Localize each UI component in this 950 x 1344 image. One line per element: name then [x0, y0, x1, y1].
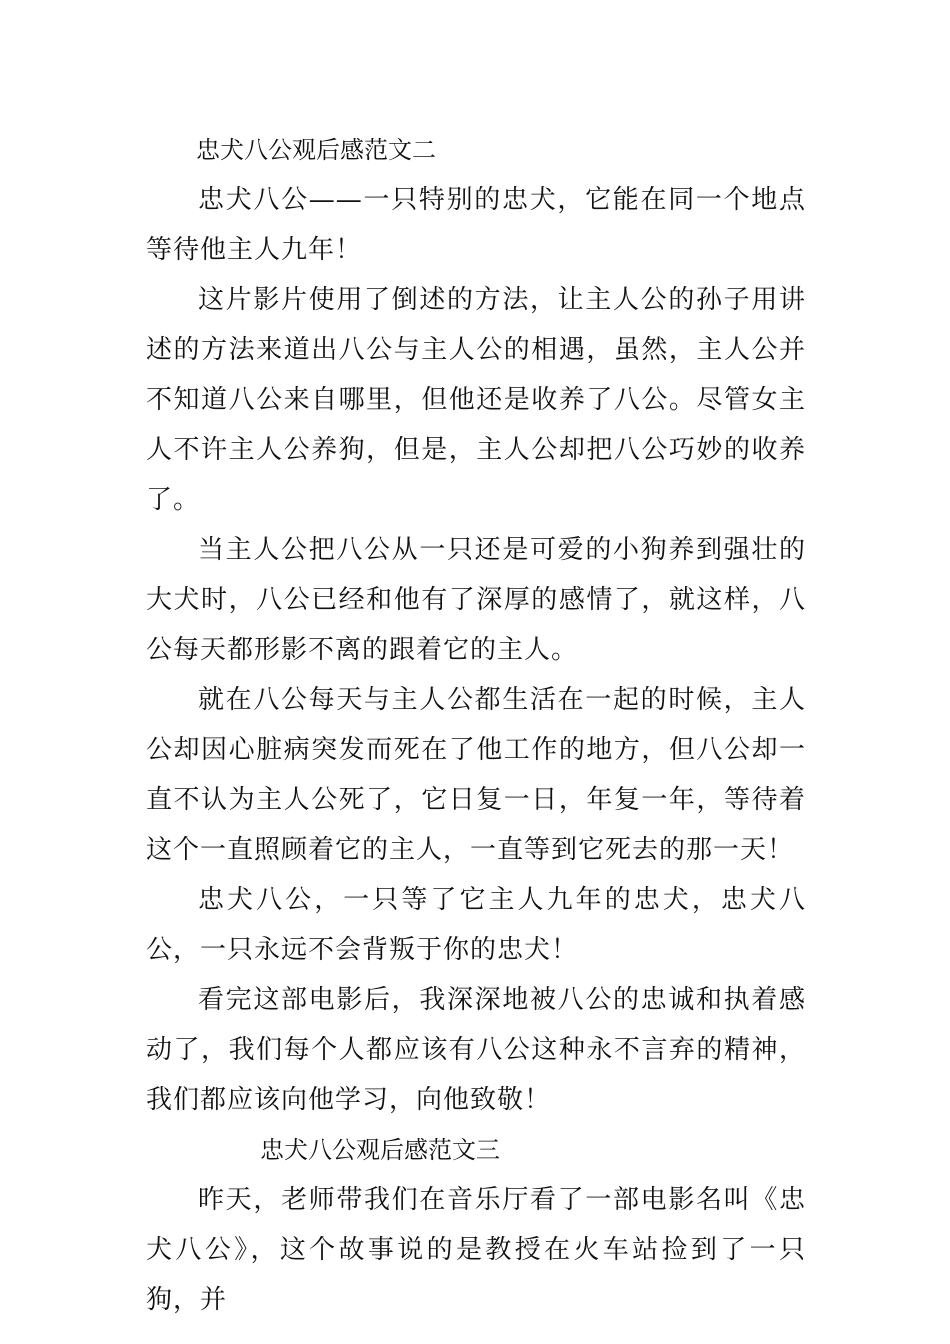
section-two-paragraph-2: 这片影片使用了倒述的方法，让主人公的孙子用讲述的方法来道出八公与主人公的相遇，虽然，主人公并不知道八公来自哪里，但他还是收养了八公。尽管女主人不许主人公养狗，但是，主人公却把八公巧妙的收养了。: [146, 285, 806, 515]
section-two-paragraph-6: 看完这部电影后，我深深地被八公的忠诚和执着感动了，我们每个人都应该有八公这种永不言弃的精神，我们都应该向他学习，向他致敬！: [146, 985, 806, 1115]
section-three-paragraph-1: 昨天，老师带我们在音乐厅看了一部电影名叫《忠犬八公》，这个故事说的是教授在火车站捡到了一只狗，并: [146, 1185, 806, 1315]
section-three-title: 忠犬八公观后感范文三: [260, 1136, 500, 1164]
document-body: [146, 125, 806, 1325]
section-two-paragraph-1: 忠犬八公——一只特别的忠犬，它能在同一个地点等待他主人九年！: [146, 185, 806, 265]
section-two-paragraph-3: 当主人公把八公从一只还是可爱的小狗养到强壮的大犬时，八公已经和他有了深厚的感情了，就这样，八公每天都形影不离的跟着它的主人。: [146, 535, 806, 665]
section-two-paragraph-5: 忠犬八公，一只等了它主人九年的忠犬，忠犬八公，一只永远不会背叛于你的忠犬！: [146, 885, 806, 965]
section-two-title: 忠犬八公观后感范文二: [196, 136, 436, 164]
section-two-paragraph-4: 就在八公每天与主人公都生活在一起的时候，主人公却因心脏病突发而死在了他工作的地方，但八公却一直不认为主人公死了，它日复一日，年复一年，等待着这个一直照顾着它的主人，一直等到它死去的那一天！: [146, 685, 806, 865]
